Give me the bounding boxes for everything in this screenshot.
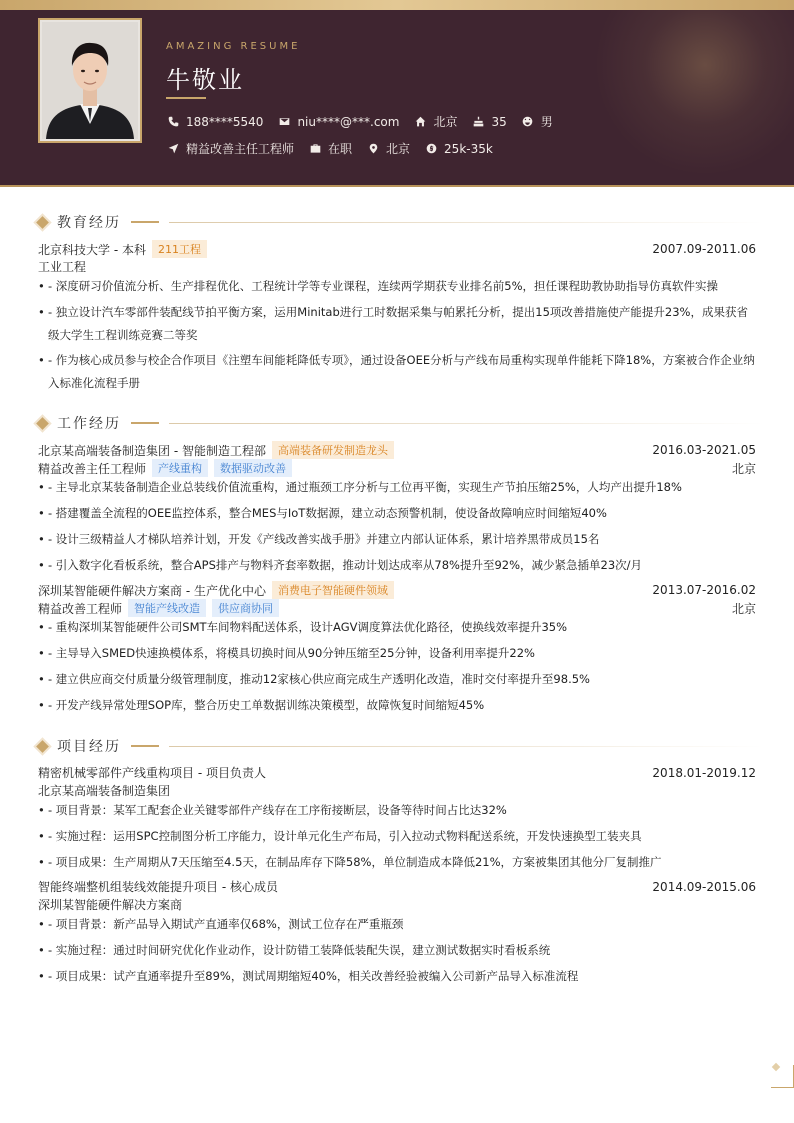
list-item: • - 重构深圳某智能硬件公司SMT车间物料配送体系，设计AGV调度算法优化路径，使换线效率提升35% <box>38 616 756 639</box>
skill-tag: 智能产线改造 <box>128 599 206 617</box>
list-item: • - 设计三级精益人才梯队培养计划，开发《产线改善实战手册》并建立内部认证体系，累计培养黑带成员15名 <box>38 528 756 551</box>
city-item <box>366 140 410 157</box>
project-org-row <box>38 896 756 913</box>
education-major-row <box>38 258 756 275</box>
section-label: 教育经历 <box>57 215 121 231</box>
email-text: niu****@***.com <box>297 114 400 129</box>
list-item: • - 建立供应商交付质量分级管理制度，推动12家核心供应商完成生产透明化改造，准时交付率提升至98.5% <box>38 668 756 691</box>
face-icon <box>521 115 535 129</box>
list-item: • - 项目成果：试产直通率提升至89%，测试周期缩短40%，相关改善经验被编入公司新产品导入标准流程 <box>38 965 756 988</box>
section-diamond-icon <box>36 417 49 430</box>
list-item: • - 实施过程：运用SPC控制图分析工序能力，设计单元化生产布局，引入拉动式物料配送系统，开发快速换型工装夹具 <box>38 825 756 848</box>
project-dates: 2014.09-2015.06 <box>652 879 756 894</box>
list-item: • - 独立设计汽车零部件装配线节拍平衡方案，运用Minitab进行工时数据采集与帕累托分析，提出15项改善措施使产能提升23%，成果获省级大学生工程训练竞赛二等奖 <box>38 301 756 347</box>
age-text: 35 <box>491 114 507 129</box>
list-item: • - 作为核心成员参与校企合作项目《注塑车间能耗降低专项》，通过设备OEE分析与产线布局重构实现单件能耗下降18%，方案被合作企业纳入标准化流程手册 <box>38 349 756 395</box>
skill-tag: 供应商协同 <box>212 599 279 617</box>
section-label: 项目经历 <box>57 739 121 755</box>
job-target-text: 精益改善主任工程师 <box>186 142 295 156</box>
contact-row <box>166 113 567 130</box>
school-badge: 211工程 <box>152 240 207 258</box>
send-icon <box>166 142 180 156</box>
location-pin-icon <box>366 142 380 156</box>
section-diamond-icon <box>36 216 49 229</box>
header-tagline: AMAZING RESUME <box>166 41 301 52</box>
job-location: 北京 <box>731 601 756 616</box>
salary-text: 25k-35k <box>444 141 493 156</box>
skill-tag: 数据驱动改善 <box>214 459 292 477</box>
cake-icon <box>471 115 485 129</box>
job-entry-header <box>38 581 756 599</box>
job-target-item <box>166 140 294 157</box>
person-portrait-icon <box>42 22 138 139</box>
age-item <box>471 115 506 129</box>
project-entry-header <box>38 764 756 781</box>
company-badge: 高端装备研发制造龙头 <box>272 441 394 459</box>
job-location: 北京 <box>731 461 756 476</box>
phone-text: 188****5540 <box>186 114 264 129</box>
section-divider-accent <box>131 221 159 223</box>
section-divider <box>169 222 764 223</box>
profile-photo-frame <box>38 18 142 143</box>
list-item: • - 开发产线异常处理SOP库，整合历史工单数据训练决策模型，故障恢复时间缩短45% <box>38 694 756 717</box>
phone-item <box>166 115 263 129</box>
job-role: 精益改善主任工程师 <box>38 461 147 476</box>
job-intent-row <box>166 140 507 157</box>
top-accent-bar <box>0 0 794 10</box>
gender-item <box>521 113 553 130</box>
list-item: • - 主导导入SMED快速换模体系，将模具切换时间从90分钟压缩至25分钟，设备利用率提升22% <box>38 642 756 665</box>
section-divider <box>169 423 764 424</box>
major-name: 工业工程 <box>38 260 87 274</box>
company-name: 深圳某智能硬件解决方案商 - 生产优化中心 <box>38 583 266 598</box>
gender-text: 男 <box>540 115 553 129</box>
job-dates: 2013.07-2016.02 <box>652 583 756 597</box>
job-entry-header <box>38 441 756 459</box>
status-item <box>308 140 352 157</box>
education-entry-header <box>38 240 756 258</box>
school-name: 北京科技大学 - 本科 <box>38 242 146 257</box>
list-item: • - 主导北京某装备制造企业总装线价值流重构，通过瓶颈工序分析与工位再平衡，实现生产节拍压缩25%，人均产出提升18% <box>38 476 756 499</box>
resume-header <box>0 10 794 187</box>
list-item: • - 深度研习价值流分析、生产排程优化、工程统计学等专业课程，连续两学期获专业排名前5%，担任课程助教协助指导仿真软件实操 <box>38 275 756 298</box>
email-icon <box>277 115 291 129</box>
project-name: 智能终端整机组装线效能提升项目 - 核心成员 <box>38 880 278 894</box>
skill-tag: 产线重构 <box>152 459 208 477</box>
city-text: 北京 <box>386 142 411 156</box>
list-item: • - 项目背景：新产品导入期试产直通率仅68%，测试工位存在严重瓶颈 <box>38 913 756 936</box>
briefcase-icon <box>308 142 322 156</box>
section-label: 工作经历 <box>57 416 121 432</box>
list-item: • - 项目背景：某军工配套企业关键零部件产线存在工序衔接断层，设备等待时间占比达32% <box>38 799 756 822</box>
company-name: 北京某高端装备制造集团 - 智能制造工程部 <box>38 443 266 458</box>
name-underline <box>166 97 206 99</box>
education-section-title <box>34 212 764 232</box>
project-name: 精密机械零部件产线重构项目 - 项目负责人 <box>38 766 266 780</box>
list-item: • - 搭建覆盖全流程的OEE监控体系，整合MES与IoT数据源，建立动态预警机制，使设备故障响应时间缩短40% <box>38 502 756 525</box>
job-dates: 2016.03-2021.05 <box>652 443 756 457</box>
candidate-name: 牛敬业 <box>166 66 244 94</box>
project-org: 北京某高端装备制造集团 <box>38 784 171 798</box>
project-section-title <box>34 736 764 756</box>
list-item: • - 引入数字化看板系统，整合APS排产与物料齐套率数据，推动计划达成率从78%提升至92%，减少紧急插单23次/月 <box>38 554 756 577</box>
section-divider-accent <box>131 422 159 424</box>
project-entry-header <box>38 878 756 895</box>
job-role: 精益改善工程师 <box>38 601 123 616</box>
project-dates: 2018.01-2019.12 <box>652 765 756 780</box>
job-role-row <box>38 599 756 617</box>
section-divider <box>169 746 764 747</box>
work-section-title <box>34 413 764 433</box>
section-diamond-icon <box>36 740 49 753</box>
profile-photo <box>42 22 138 139</box>
home-item <box>413 113 457 130</box>
home-icon <box>413 115 427 129</box>
home-text: 北京 <box>433 115 458 129</box>
list-item: • - 项目成果：生产周期从7天压缩至4.5天，在制品库存下降58%，单位制造成本降低21%，方案被集团其他分厂复制推广 <box>38 851 756 874</box>
section-divider-accent <box>131 745 159 747</box>
email-item <box>277 115 399 129</box>
coin-icon <box>424 142 438 156</box>
status-text: 在职 <box>328 142 353 156</box>
education-dates: 2007.09-2011.06 <box>652 242 756 256</box>
phone-icon <box>166 115 180 129</box>
project-org-row <box>38 782 756 799</box>
job-role-row <box>38 459 756 477</box>
list-item: • - 实施过程：通过时间研究优化作业动作，设计防错工装降低装配失误，建立测试数据实时看板系统 <box>38 939 756 962</box>
company-badge: 消费电子智能硬件领域 <box>272 581 394 599</box>
project-org: 深圳某智能硬件解决方案商 <box>38 898 183 912</box>
salary-item <box>424 142 493 156</box>
